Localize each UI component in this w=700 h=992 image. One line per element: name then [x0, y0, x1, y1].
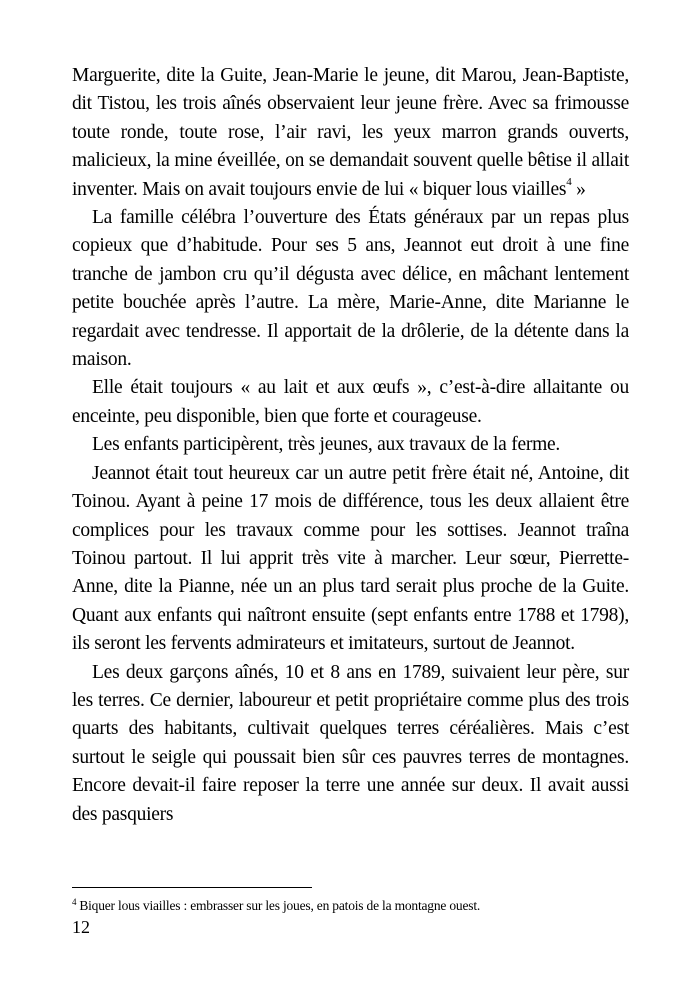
paragraph-4: Les enfants participèrent, très jeunes, aux travaux de la ferme.: [92, 434, 561, 456]
paragraph-1-tail: »: [571, 178, 586, 200]
paragraph-2: La famille célébra l’ouverture des États généraux par un repas plus copieux que d’habitude. Pour ses 5 ans, Jeannot eut droit à une fine tranche de jambon cru qu’il dégusta avec délice, en mâchant lentement petite bouchée après l’autre. La mère, Marie-Anne, dite Marianne le regardait avec tendresse. Il apportait de la drôlerie, de la détente dans la maison.: [72, 207, 629, 371]
footnote-text: Biquer lous viailles : embrasser sur les joues, en patois de la montagne ouest.: [79, 898, 481, 913]
paragraph-5: Jeannot était tout heureux car un autre petit frère était né, Antoine, dit Toinou. Ayant à peine 17 mois de différence, tous les deux allaient être complices pour les travaux comme pour les sottises. Jeannot traîna Toinou partout. Il lui apprit très vite à marcher. Leur sœur, Pierrette-Anne, dite la Pianne, née un an plus tard serait plus proche de la Guite. Quant aux enfants qui naîtront ensuite (sept enfants entre 1788 et 1798), ils seront les fervents admirateurs et imitateurs, surtout de Jeannot.: [72, 462, 629, 655]
page-body: [72, 62, 629, 829]
footnote: [72, 898, 632, 914]
paragraph-1: [72, 62, 629, 204]
footnote-separator: [72, 887, 312, 888]
footnote-mark: 4: [72, 896, 77, 907]
paragraph-6: Les deux garçons aînés, 10 et 8 ans en 1789, suivaient leur père, sur les terres. Ce dernier, laboureur et petit propriétaire comme plus des trois quarts des habitants, cultivait quelques terres céréalières. Mais c’est surtout le seigle qui poussait bien sûr ces pauvres terres de montagnes. Encore devait-il faire reposer la terre une année sur deux. Il avait aussi des pasquiers: [72, 661, 629, 825]
paragraph-3: Elle était toujours « au lait et aux œufs », c’est-à-dire allaitante ou enceinte, peu disponible, bien que forte et courageuse.: [72, 377, 629, 427]
page-number: 12: [72, 917, 90, 937]
footnote-reference-4[interactable]: 4: [566, 176, 572, 189]
paragraph-1-text: Marguerite, dite la Guite, Jean-Marie le jeune, dit Marou, Jean-Baptiste, dit Tistou, les trois aînés observaient leur jeune frère. Avec sa frimousse toute ronde, toute rose, l’air ravi, les yeux marron grands ouverts, malicieux, la mine éveillée, on se demandait souvent quelle bêtise il allait inventer. Mais on avait toujours envie de lui « biquer lous viailles: [72, 65, 629, 200]
